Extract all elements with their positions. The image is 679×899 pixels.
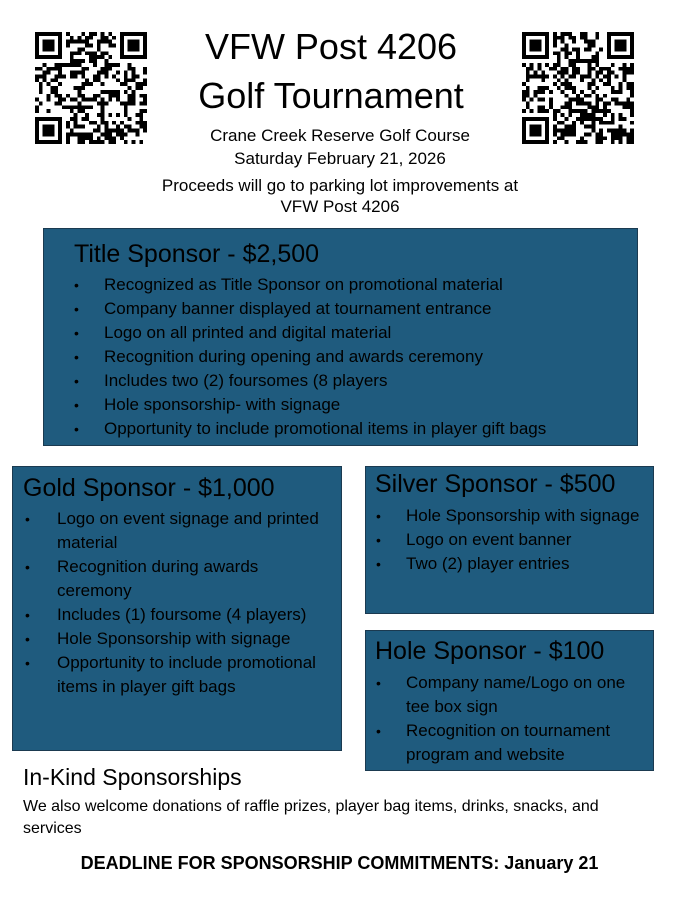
list-item [25, 651, 335, 699]
date-text: Saturday February 21, 2026 [234, 149, 446, 168]
list-item [74, 345, 644, 369]
gold-sponsor-list [25, 507, 335, 699]
list-item [376, 671, 646, 719]
list-item [74, 369, 644, 393]
list-item-text: Logo on event banner [406, 530, 572, 549]
hole-sponsor-list [376, 671, 646, 767]
gold-sponsor-heading: Gold Sponsor - $1,000 [23, 474, 275, 502]
bullet-icon: • [25, 511, 30, 527]
event-title-line-2: Golf Tournament [198, 75, 464, 116]
silver-sponsor-box [365, 466, 654, 614]
list-item-text: Includes (1) foursome (4 players) [57, 605, 307, 624]
proceeds-text-line-2: VFW Post 4206 [280, 197, 400, 216]
list-item [74, 393, 644, 417]
title-sponsor-heading: Title Sponsor - $2,500 [74, 240, 320, 268]
list-item-text: Recognition during opening and awards ceremony [104, 347, 483, 366]
venue-text: Crane Creek Reserve Golf Course [210, 126, 470, 145]
bullet-icon: • [74, 301, 79, 317]
in-kind-text: We also welcome donations of raffle prizes, player bag items, drinks, snacks, and services [23, 798, 599, 837]
list-item [74, 417, 644, 441]
event-title-line-1: VFW Post 4206 [204, 26, 458, 67]
list-item-text: Logo on event signage and printed material [57, 509, 319, 552]
list-item [376, 719, 646, 767]
list-item-text: Company name/Logo on one tee box sign [406, 673, 626, 716]
list-item [74, 273, 644, 297]
list-item [74, 297, 644, 321]
bullet-icon: • [74, 373, 79, 389]
bullet-icon: • [376, 723, 381, 739]
silver-sponsor-list [376, 504, 646, 576]
hole-sponsor-heading: Hole Sponsor - $100 [375, 637, 605, 665]
bullet-icon: • [74, 325, 79, 341]
bullet-icon: • [25, 655, 30, 671]
bullet-icon: • [25, 559, 30, 575]
bullet-icon: • [25, 631, 30, 647]
list-item [25, 507, 335, 555]
list-item [376, 504, 646, 528]
list-item-text: Opportunity to include promotional items in player gift bags [104, 419, 547, 438]
gold-sponsor-box [12, 466, 342, 751]
list-item-text: Recognition on tournament program and website [406, 721, 611, 764]
bullet-icon: • [376, 675, 381, 691]
list-item-text: Logo on all printed and digital material [104, 323, 392, 342]
hole-sponsor-box [365, 630, 654, 771]
list-item-text: Opportunity to include promotional items in player gift bags [57, 653, 316, 696]
list-item [74, 321, 644, 345]
title-sponsor-box [43, 228, 638, 446]
list-item [25, 603, 335, 627]
list-item-text: Hole Sponsorship with signage [57, 629, 291, 648]
list-item-text: Hole Sponsorship with signage [406, 506, 640, 525]
list-item-text: Two (2) player entries [406, 554, 570, 573]
deadline-text: DEADLINE FOR SPONSORSHIP COMMITMENTS: January 21 [80, 853, 599, 873]
silver-sponsor-heading: Silver Sponsor - $500 [375, 470, 616, 498]
bullet-icon: • [74, 277, 79, 293]
list-item [25, 627, 335, 651]
bullet-icon: • [25, 607, 30, 623]
list-item-text: Recognition during awards ceremony [57, 557, 259, 600]
list-item [376, 552, 646, 576]
list-item-text: Includes two (2) foursomes (8 players [104, 371, 388, 390]
bullet-icon: • [376, 508, 381, 524]
bullet-icon: • [376, 556, 381, 572]
title-sponsor-list [74, 273, 644, 441]
proceeds-text-line-1: Proceeds will go to parking lot improvements at [161, 176, 519, 195]
bullet-icon: • [74, 421, 79, 437]
list-item [376, 528, 646, 552]
bullet-icon: • [74, 349, 79, 365]
list-item-text: Recognized as Title Sponsor on promotional material [104, 275, 503, 294]
list-item [25, 555, 335, 603]
list-item-text: Hole sponsorship- with signage [104, 395, 341, 414]
in-kind-heading: In-Kind Sponsorships [23, 764, 242, 790]
bullet-icon: • [74, 397, 79, 413]
bullet-icon: • [376, 532, 381, 548]
list-item-text: Company banner displayed at tournament entrance [104, 299, 492, 318]
